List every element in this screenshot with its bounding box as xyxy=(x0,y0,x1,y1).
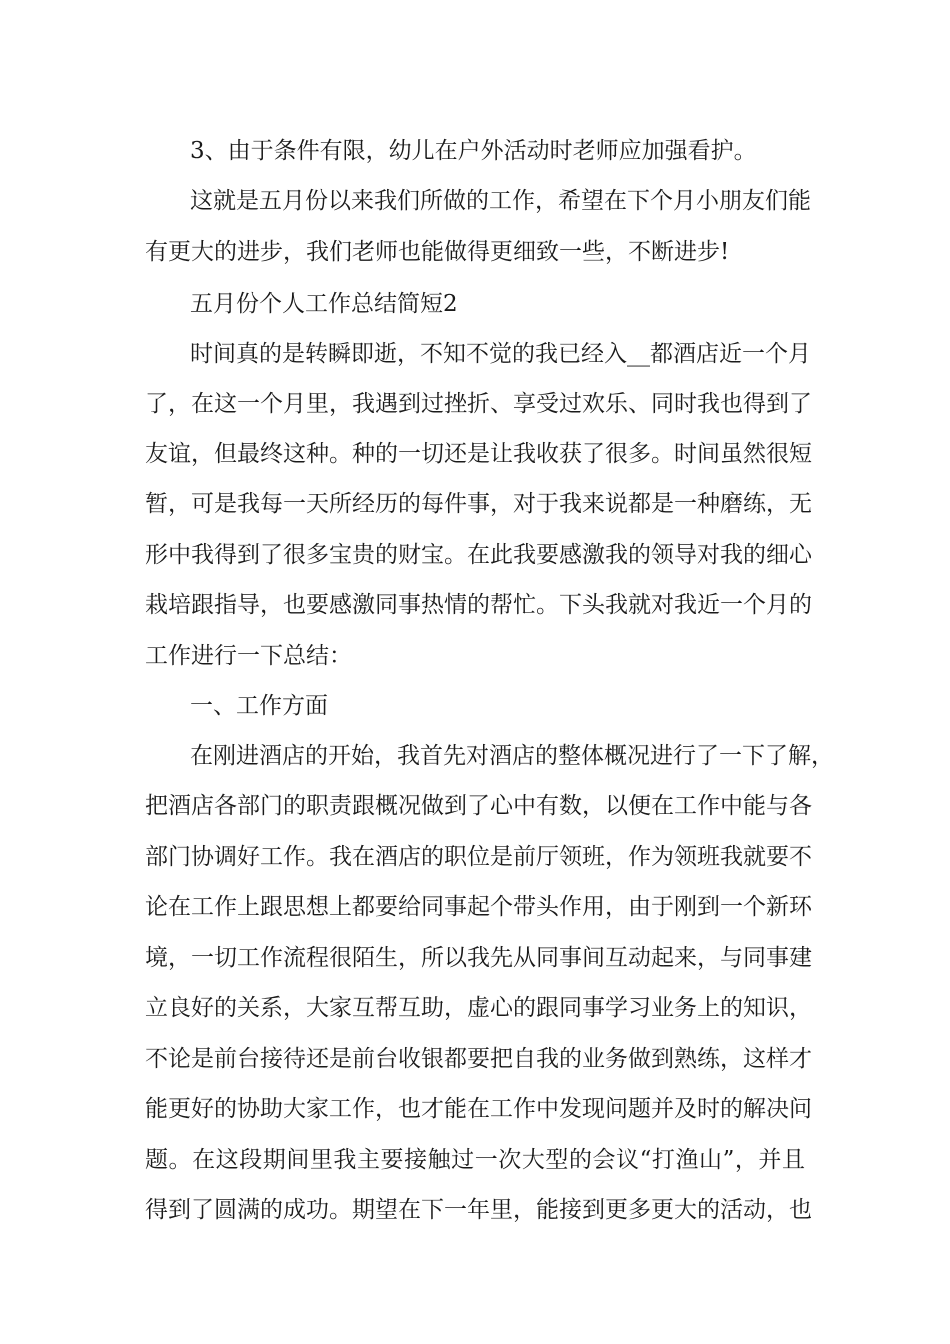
paragraph-line: 在刚进酒店的开始，我首先对酒店的整体概况进行了一下了解， xyxy=(190,743,834,769)
paragraph-line: 这就是五月份以来我们所做的工作，希望在下个月小朋友们能 xyxy=(190,188,811,214)
paragraph-line: 部门协调好工作。我在酒店的职位是前厅领班，作为领班我就要不 xyxy=(145,844,812,870)
paragraph-line: 能更好的协助大家工作，也才能在工作中发现问题并及时的解决问 xyxy=(145,1096,812,1122)
paragraph-line: 论在工作上跟思想上都要给同事起个带头作用，由于刚到一个新环 xyxy=(145,894,812,920)
paragraph-line: 题。在这段期间里我主要接触过一次大型的会议“打渔山”，并且 xyxy=(145,1147,805,1173)
paragraph-line: 不论是前台接待还是前台收银都要把自我的业务做到熟练，这样才 xyxy=(145,1046,812,1072)
paragraph-line: 立良好的关系，大家互帮互助，虚心的跟同事学习业务上的知识， xyxy=(145,995,812,1021)
paragraph-line: 3、由于条件有限，幼儿在户外活动时老师应加强看护。 xyxy=(190,138,757,164)
paragraph-line: 形中我得到了很多宝贵的财宝。在此我要感激我的领导对我的细心 xyxy=(145,542,812,568)
paragraph-line: 暂，可是我每一天所经历的每件事，对于我来说都是一种磨练，无 xyxy=(145,491,812,517)
paragraph-line: 友谊，但最终这种。种的一切还是让我收获了很多。时间虽然很短 xyxy=(145,441,812,467)
paragraph-line: 把酒店各部门的职责跟概况做到了心中有数，以便在工作中能与各 xyxy=(145,793,812,819)
paragraph-line: 了，在这一个月里，我遇到过挫折、享受过欢乐、同时我也得到了 xyxy=(145,391,812,417)
paragraph-line: 时间真的是转瞬即逝，不知不觉的我已经入__都酒店近一个月 xyxy=(190,341,811,367)
paragraph-line: 境，一切工作流程很陌生，所以我先从同事间互动起来，与同事建 xyxy=(145,945,812,971)
paragraph-line: 工作进行一下总结： xyxy=(145,643,352,669)
paragraph-line: 有更大的进步，我们老师也能做得更细致一些，不断进步! xyxy=(145,239,730,265)
section-heading: 一、工作方面 xyxy=(190,693,328,719)
paragraph-line: 得到了圆满的成功。期望在下一年里，能接到更多更大的活动，也 xyxy=(145,1197,812,1223)
paragraph-line: 栽培跟指导，也要感激同事热情的帮忙。下头我就对我近一个月的 xyxy=(145,592,812,618)
section-heading: 五月份个人工作总结简短2 xyxy=(190,291,458,317)
